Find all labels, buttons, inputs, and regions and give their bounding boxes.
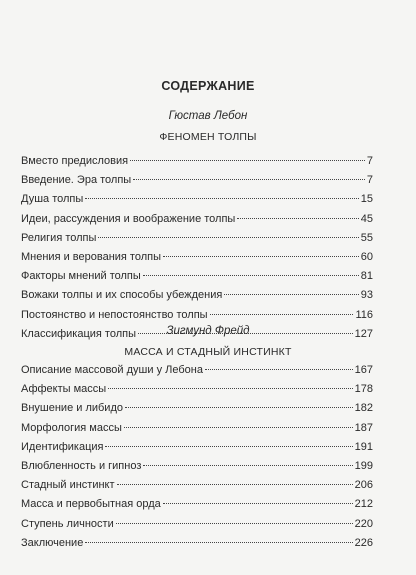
toc-entry-title: Душа толпы [21,193,84,206]
toc-list [21,361,373,553]
toc-entry [21,152,373,171]
toc-entry-title: Введение. Эра толпы [21,174,132,187]
toc-entry-title: Факторы мнений толпы [21,270,141,283]
dot-leader [143,275,359,276]
toc-entry [21,399,373,418]
contents-heading: СОДЕРЖАНИЕ [161,79,255,93]
dot-leader [85,542,352,543]
dot-leader [98,237,358,238]
dot-leader [125,407,353,408]
toc-entry [21,515,373,534]
toc-entry-title: Религия толпы [21,231,97,244]
toc-entry-title: Внушение и либидо [21,402,123,415]
dot-leader [85,198,358,199]
toc-entry [21,229,373,248]
toc-entry-page: 15 [360,193,373,206]
section-title: ФЕНОМЕН ТОЛПЫ [159,131,257,143]
toc-entry-page: 206 [354,479,373,492]
dot-leader [105,446,352,447]
toc-entry-page: 178 [354,383,373,396]
toc-entry [21,306,373,325]
toc-entry [21,495,373,514]
dot-leader [224,294,358,295]
toc-entry-title: Влюбленность и гипноз [21,459,142,472]
dot-leader [133,179,365,180]
toc-entry [21,286,373,305]
dot-leader [108,388,352,389]
toc-entry [21,419,373,438]
toc-entry-page: 93 [360,289,373,302]
toc-entry-page: 182 [354,402,373,415]
toc-entry-title: Классификация толпы [21,327,136,340]
dot-leader [210,314,354,315]
toc-entry-title: Идеи, рассуждения и воображение толпы [21,212,236,225]
toc-entry [21,171,373,190]
toc-entry-title: Масса и первобытная орда [21,498,161,511]
section-title: МАССА И СТАДНЫЙ ИНСТИНКТ [124,346,292,358]
dot-leader [130,160,365,161]
toc-entry-page: 116 [355,308,373,321]
toc-entry-title: Идентификация [21,440,104,453]
toc-entry-title: Вожаки толпы и их способы убеждения [21,289,223,302]
toc-entry-page: 81 [360,270,373,283]
toc-entry [21,361,373,380]
toc-entry-page: 7 [366,155,373,167]
dot-leader [117,484,353,485]
dot-leader [163,503,353,504]
toc-entry [21,438,373,457]
dot-leader [124,427,353,428]
toc-entry [21,457,373,476]
toc-entry-page: 226 [354,536,373,549]
dot-leader [116,523,353,524]
toc-entry-page: 60 [360,250,373,263]
toc-entry-page: 220 [354,517,373,530]
toc-entry-title: Постоянство и непостоянство толпы [21,308,208,321]
toc-entry [21,248,373,267]
toc-entry-page: 212 [354,498,373,511]
toc-entry-title: Мнения и верования толпы [21,250,162,263]
section-author: Зигмунд Фрейд [166,325,250,337]
toc-entry-page: 167 [354,364,373,376]
toc-entry-page: 55 [360,231,373,244]
toc-entry-page: 191 [354,440,373,453]
toc-entry-title: Морфология массы [21,421,122,434]
toc-entry-title: Ступень личности [21,517,114,530]
toc-entry-title: Стадный инстинкт [21,479,115,492]
dot-leader [205,369,353,370]
toc-entry-title: Заключение [21,536,84,549]
toc-entry-title: Описание массовой души у Лебона [21,364,203,376]
toc-entry-page: 7 [366,174,373,187]
dot-leader [237,218,358,219]
section-author: Гюстав Лебон [168,110,248,122]
toc-list [21,152,373,344]
toc-entry [21,210,373,229]
toc-entry [21,190,373,209]
toc-entry [21,267,373,286]
toc-entry-page: 199 [354,459,373,472]
toc-entry-title: Аффекты массы [21,383,107,396]
toc-entry-title: Вместо предисловия [21,155,129,167]
toc-entry [21,476,373,495]
dot-leader [163,256,359,257]
toc-entry [21,534,373,553]
toc-entry [21,380,373,399]
dot-leader [143,465,352,466]
toc-entry-page: 127 [354,327,373,340]
toc-entry-page: 45 [360,212,373,225]
toc-entry-page: 187 [354,421,373,434]
